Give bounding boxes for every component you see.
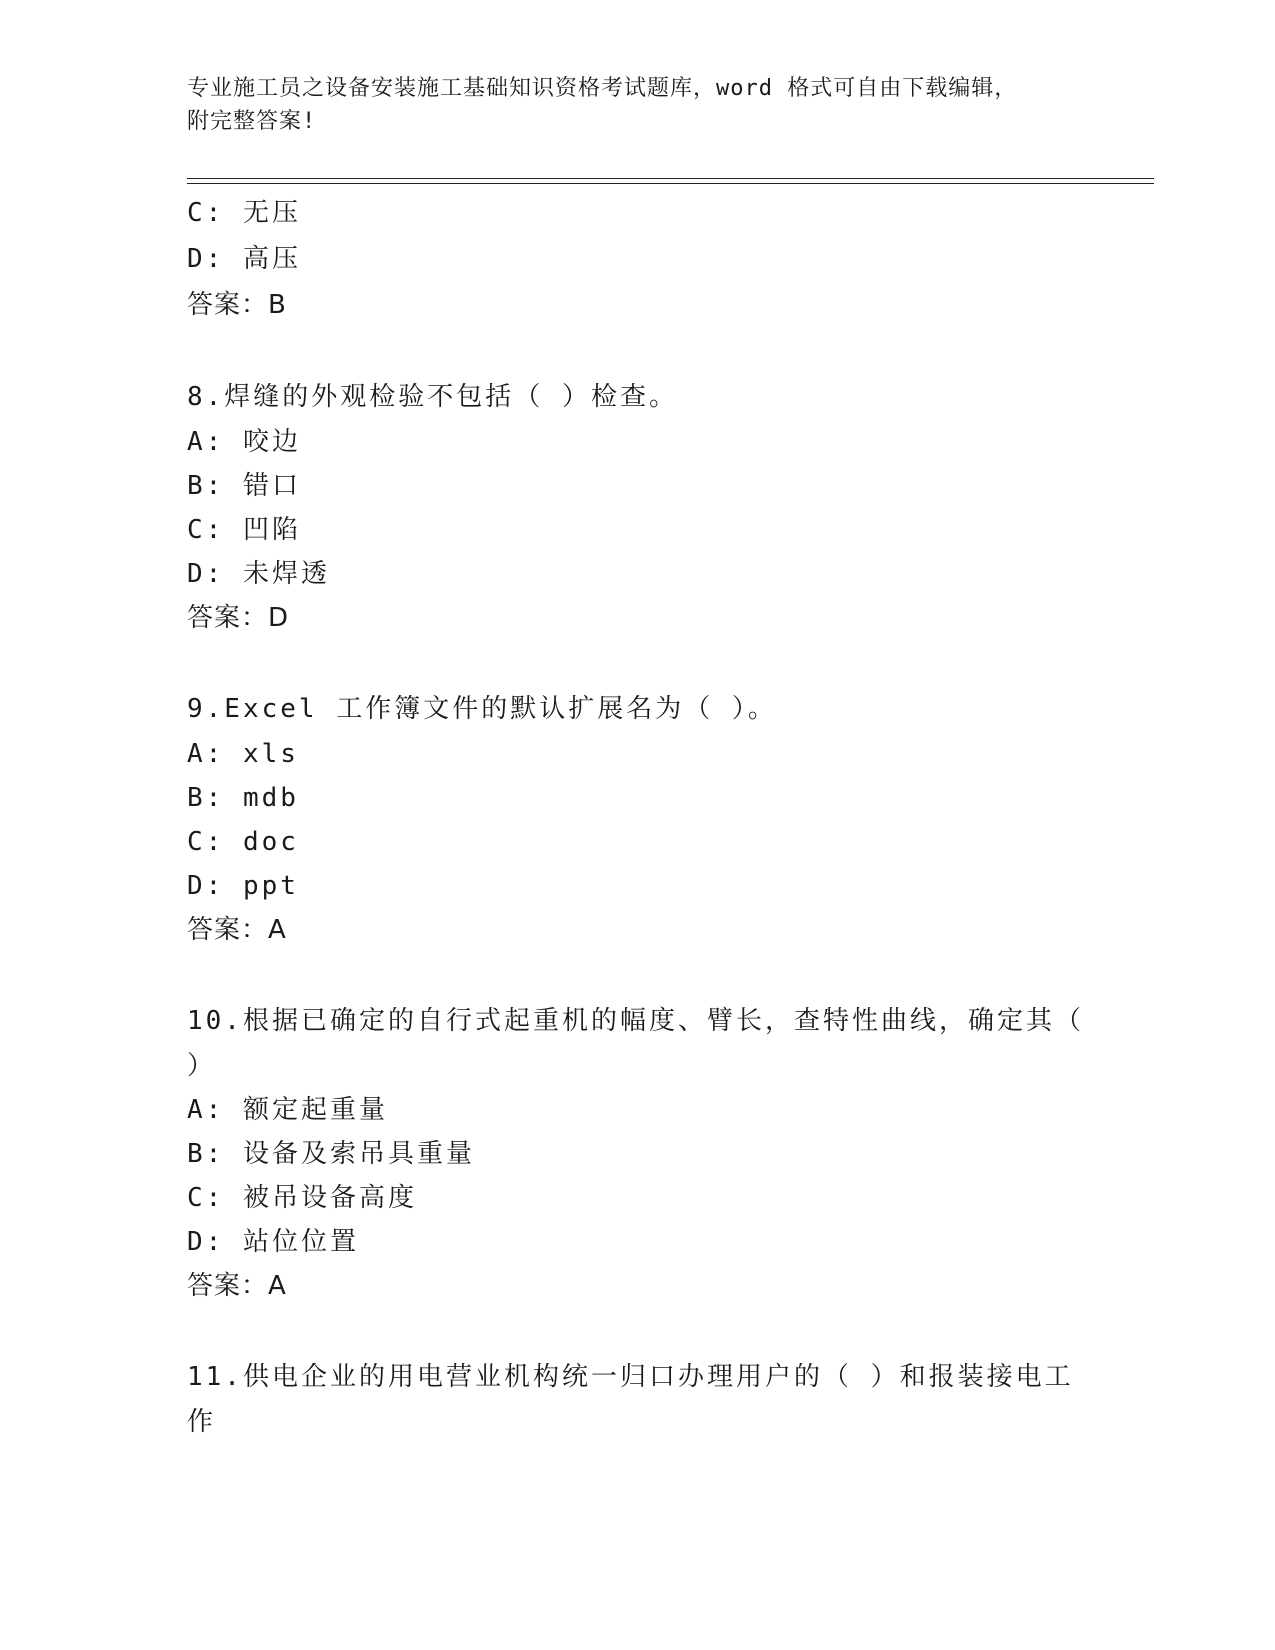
question-stem: 8.焊缝的外观检验不包括（ ）检查。 — [187, 382, 678, 412]
spacer — [187, 952, 1087, 998]
question-stem-continued: 作 — [187, 1407, 217, 1437]
document-header — [187, 72, 1087, 138]
question-11 — [187, 1354, 1087, 1444]
question-10 — [187, 998, 1087, 1308]
header-line-2: 附完整答案! — [187, 109, 317, 134]
option-d: D: 未焊透 — [187, 559, 330, 589]
option-d: D: 站位位置 — [187, 1227, 359, 1257]
answer-line: 答案：A — [187, 1271, 287, 1301]
option-a: A: 额定起重量 — [187, 1095, 388, 1125]
spacer — [187, 1308, 1087, 1354]
question-stem: 10.根据已确定的自行式起重机的幅度、臂长，查特性曲线，确定其（ — [187, 1006, 1084, 1036]
question-stem: 11.供电企业的用电营业机构统一归口办理用户的（ ）和报装接电工 — [187, 1362, 1074, 1392]
question-stem-continued: ） — [187, 1051, 217, 1081]
question-9 — [187, 686, 1087, 952]
question-list — [187, 190, 1087, 1444]
option-a: A: xls — [187, 739, 299, 769]
spacer — [187, 640, 1087, 686]
option-c: C: doc — [187, 827, 299, 857]
option-c: C: 无压 — [187, 198, 301, 228]
option-d: D: 高压 — [187, 244, 301, 274]
option-d: D: ppt — [187, 871, 299, 901]
question-8 — [187, 374, 1087, 640]
option-b: B: mdb — [187, 783, 299, 813]
answer-line: 答案：A — [187, 915, 287, 945]
header-line-1: 专业施工员之设备安装施工基础知识资格考试题库，word 格式可自由下载编辑， — [187, 76, 1018, 101]
question-stem: 9.Excel 工作簿文件的默认扩展名为（ ）。 — [187, 694, 777, 724]
option-a: A: 咬边 — [187, 427, 301, 457]
header-divider-bottom — [187, 183, 1154, 184]
option-b: B: 设备及索吊具重量 — [187, 1139, 475, 1169]
answer-line: 答案：B — [187, 290, 287, 320]
option-b: B: 错口 — [187, 471, 301, 501]
option-c: C: 凹陷 — [187, 515, 301, 545]
question-partial — [187, 190, 1087, 328]
option-c: C: 被吊设备高度 — [187, 1183, 417, 1213]
header-divider-top — [187, 178, 1154, 179]
answer-line: 答案：D — [187, 603, 290, 633]
spacer — [187, 328, 1087, 374]
